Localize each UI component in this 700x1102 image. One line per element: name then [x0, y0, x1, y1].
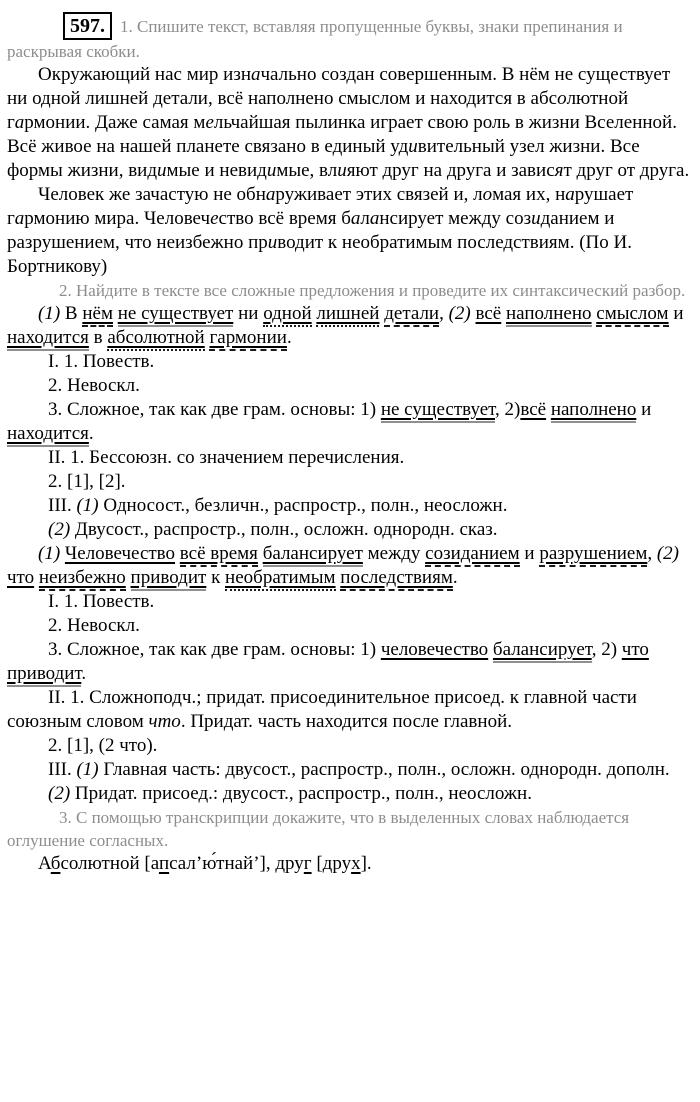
dictation-paragraph-2-text: а	[565, 184, 575, 205]
analysis-2-item-II-1	[7, 686, 694, 734]
analysis-2-item-3-text: человечество	[380, 639, 489, 660]
sentence-1-parsed-text: абсолютной	[107, 327, 204, 351]
analysis-1-item-2-text: 2. Невоскл.	[48, 375, 140, 396]
sentence-2-parsed-text: балансирует	[263, 543, 363, 567]
analysis-1-item-3-text: 3. Сложное, так как две грам. основы: 1)	[48, 399, 381, 420]
sentence-2-parsed	[7, 542, 694, 590]
document-blocks	[7, 12, 694, 876]
sentence-2-parsed-text: созиданием	[425, 543, 520, 567]
dictation-paragraph-2-text: руживает этих связей и, л	[275, 184, 483, 205]
sentence-1-parsed-text: .	[286, 327, 292, 348]
task-3-instruction-text: 3. С помощью транскрипции докажите, что в выделенных словах наблюдается оглушение согласных.	[7, 808, 634, 850]
sentence-2-parsed-text: Человечество	[64, 543, 176, 564]
sentence-1-parsed-text: не существует	[118, 303, 234, 327]
analysis-1-item-3-text: всё	[520, 399, 547, 420]
analysis-2-item-I-1	[7, 590, 694, 614]
sentence-1-parsed-text: всё	[475, 303, 502, 324]
analysis-1-item-III-1-text: III.	[48, 495, 77, 516]
dictation-paragraph-1-text: а	[14, 112, 25, 133]
analysis-1-item-III-1	[7, 494, 694, 518]
dictation-paragraph-2-text: а	[265, 184, 276, 205]
analysis-1-item-I-1	[7, 350, 694, 374]
transcription-line-text: б	[50, 853, 61, 874]
analysis-1-item-III-1-text: (1)	[76, 495, 99, 516]
transcription-line-text: п	[158, 853, 170, 874]
dictation-paragraph-1-text: и	[266, 160, 277, 181]
dictation-paragraph-2-text: а	[14, 208, 25, 229]
analysis-1-item-3-text: находится	[7, 423, 89, 447]
dictation-paragraph-1-text: я	[554, 160, 564, 181]
sentence-2-parsed-text	[679, 543, 684, 564]
analysis-2-item-III-1-text: Главная часть: двусост., распростр., полн., осложн. однородн. дополн.	[98, 759, 670, 780]
sentence-1-parsed-text	[113, 303, 118, 324]
dictation-paragraph-2-text: Человек же зачастую не обн	[38, 184, 266, 205]
sentence-2-parsed-text: между	[362, 543, 426, 564]
analysis-2-item-3-text	[649, 639, 654, 660]
exercise-header	[7, 12, 694, 63]
dictation-paragraph-1-text: т друг от друга.	[563, 160, 690, 181]
dictation-paragraph-2-text: л	[360, 208, 370, 229]
dictation-paragraph-2-text: водит к необратимым последствиям. (По И. Бортникову)	[7, 232, 637, 277]
dictation-paragraph-2-text: ство всё время б	[218, 208, 351, 229]
sentence-2-parsed-text: необратимым	[225, 567, 336, 591]
analysis-1-item-II-2	[7, 470, 694, 494]
analysis-1-item-3-text: , 2)	[495, 399, 521, 420]
analysis-2-item-3-text: приводит	[7, 663, 81, 687]
dictation-paragraph-2-text: мая их, н	[492, 184, 566, 205]
transcription-line-text: х	[351, 853, 361, 874]
dictation-paragraph-2-text: и	[531, 208, 541, 229]
analysis-1-item-III-2-text: Двусост., распростр., полн., осложн. однородн. сказ.	[70, 519, 498, 540]
sentence-2-parsed-text: и	[519, 543, 540, 564]
sentence-1-parsed-text: ,	[439, 303, 449, 324]
analysis-2-item-II-1-text: . Придат. часть находится после главной.	[180, 711, 512, 732]
dictation-paragraph-1-text: и	[408, 136, 418, 157]
analysis-2-item-III-1-text: (1)	[76, 759, 99, 780]
analysis-1-item-II-2-text: 2. [1], [2].	[48, 471, 126, 492]
transcription-line-text: ].	[360, 853, 372, 874]
dictation-paragraph-2-text: а	[350, 208, 361, 229]
analysis-2-item-III-2	[7, 782, 694, 806]
dictation-paragraph-2-text: е	[210, 208, 219, 229]
sentence-2-parsed-text: .	[452, 567, 458, 588]
transcription-line-text: солютной [а	[60, 853, 159, 874]
dictation-paragraph-2-text: и	[267, 232, 278, 253]
sentence-1-parsed-text: смыслом	[596, 303, 668, 327]
analysis-2-item-III-2-text: (2)	[48, 783, 71, 804]
analysis-2-item-3-text: 3. Сложное, так как две грам. основы: 1)	[48, 639, 381, 660]
dictation-paragraph-1-text: яют друг на друга и завис	[346, 160, 555, 181]
analysis-2-item-II-2-text: 2. [1], (2 что).	[48, 735, 158, 756]
sentence-1-parsed-text: лишней	[316, 303, 379, 327]
dictation-paragraph-1-text: Окружающий нас мир изн	[38, 64, 251, 85]
analysis-1-item-3-text: и	[636, 399, 657, 420]
dictation-paragraph-2	[7, 183, 694, 279]
sentence-1-parsed	[7, 302, 694, 350]
sentence-2-parsed-text: разрушением	[539, 543, 647, 567]
analysis-2-item-III-2-text: Придат. присоед.: двусост., распростр., полн., неосложн.	[70, 783, 532, 804]
sentence-1-parsed-text: детали	[384, 303, 439, 327]
sentence-1-parsed-text: нём	[82, 303, 113, 327]
dictation-paragraph-1-text: вительный узел жизни. Все формы жизни, вид	[7, 136, 645, 181]
dictation-paragraph-1-text: мые и невид	[166, 160, 267, 181]
analysis-1-item-3-text: наполнено	[551, 399, 637, 423]
sentence-2-parsed-text	[258, 543, 263, 564]
sentence-1-parsed-text: (2)	[448, 303, 471, 324]
sentence-2-parsed-text	[126, 567, 131, 588]
analysis-1-item-I-1-text: I. 1. Повеств.	[48, 351, 155, 372]
sentence-1-parsed-text: и	[668, 303, 689, 324]
analysis-1-item-3-text: не существует	[381, 399, 495, 423]
analysis-2-item-3	[7, 638, 694, 686]
transcription-line-text: г	[303, 853, 312, 874]
dictation-paragraph-2-text: данием и разрушением, что неизбежно пр	[7, 208, 620, 253]
dictation-paragraph-1-text: и	[337, 160, 347, 181]
sentence-1-parsed-text: в	[88, 327, 108, 348]
analysis-2-item-2	[7, 614, 694, 638]
dictation-paragraph-2-text: о	[482, 184, 493, 205]
sentence-2-parsed-text: последствиям	[340, 567, 453, 591]
analysis-1-item-II-1	[7, 446, 694, 470]
analysis-1-item-III-1-text: Односост., безличн., распростр., полн., неосложн.	[98, 495, 508, 516]
transcription-line	[7, 852, 694, 876]
task-2-instruction-text: 2. Найдите в тексте все сложные предложения и проведите их синтаксический разбор.	[59, 281, 686, 300]
sentence-1-parsed-text: наполнено	[506, 303, 592, 327]
sentence-1-parsed-text: одной	[263, 303, 311, 327]
exercise-header-text: 1. Спишите текст, вставляя пропущенные буквы, знаки препинания и раскрывая скобки.	[7, 17, 627, 61]
analysis-2-item-3-text: .	[81, 663, 87, 684]
task-2-instruction	[7, 279, 694, 302]
analysis-1-item-2	[7, 374, 694, 398]
analysis-2-item-2-text: 2. Невоскл.	[48, 615, 140, 636]
transcription-line-text: А	[38, 853, 51, 874]
dictation-paragraph-1-text: рмонии. Даже самая м	[24, 112, 206, 133]
analysis-2-item-3-text: что	[621, 639, 649, 660]
analysis-2-item-3-text: , 2)	[591, 639, 622, 660]
analysis-2-item-II-1-text: что	[148, 711, 181, 732]
sentence-1-parsed-text: ни	[233, 303, 264, 324]
analysis-1-item-III-2-text: (2)	[48, 519, 71, 540]
sentence-2-parsed-text: (1)	[38, 543, 61, 564]
dictation-paragraph-2-text: а	[369, 208, 380, 229]
dictation-paragraph-2-text: нсирует между соз	[379, 208, 532, 229]
analysis-1-item-3	[7, 398, 694, 446]
dictation-paragraph-1-text: и	[157, 160, 167, 181]
analysis-2-item-III-1-text: III.	[48, 759, 77, 780]
sentence-2-parsed-text: всё время	[180, 543, 258, 567]
dictation-paragraph-1	[7, 63, 694, 183]
task-3-instruction	[7, 806, 694, 852]
sentence-1-parsed-text: гармонии	[209, 327, 286, 351]
sentence-2-parsed-text: ,	[647, 543, 657, 564]
sentence-1-parsed-text: В	[60, 303, 83, 324]
analysis-1-item-3-text: .	[88, 423, 94, 444]
analysis-2-item-III-1	[7, 758, 694, 782]
transcription-line-text: сал’ю́тнай’], дру	[169, 853, 304, 874]
sentence-2-parsed-text: неизбежно	[39, 567, 126, 591]
analysis-2-item-II-2	[7, 734, 694, 758]
sentence-2-parsed-text: приводит	[131, 567, 207, 591]
analysis-2-item-II-1-text: II. 1. Сложноподч.; придат. присоединительное присоед. к главной части союзным словом	[7, 687, 642, 732]
sentence-2-parsed-text: (2)	[656, 543, 680, 564]
dictation-paragraph-2-text: рмонию мира. Человеч	[24, 208, 211, 229]
analysis-1-item-III-2	[7, 518, 694, 542]
dictation-paragraph-1-text: чально создан совершенным. В нём не существует ни одной лишней детали, всё наполнено смыслом и находится в абс	[7, 64, 675, 109]
exercise-number-box: 597.	[63, 12, 112, 40]
analysis-2-item-3-text: балансирует	[493, 639, 592, 663]
transcription-line-text: [дру	[311, 853, 352, 874]
dictation-paragraph-1-text: льчайшая пылинка играет свою роль в жизни Вселенной. Всё живое на нашей планете связано в единый уд	[7, 112, 682, 157]
sentence-2-parsed-text: к	[206, 567, 226, 588]
analysis-2-item-I-1-text: I. 1. Повеств.	[48, 591, 155, 612]
sentence-1-parsed-text: (1)	[38, 303, 61, 324]
dictation-paragraph-1-text: а	[251, 64, 261, 85]
sentence-1-parsed-text: находится	[7, 327, 89, 351]
dictation-paragraph-2-text: рушает г	[7, 184, 639, 229]
dictation-paragraph-1-text: о	[557, 88, 567, 109]
dictation-paragraph-1-text: мые, вл	[276, 160, 338, 181]
dictation-paragraph-1-text: е	[205, 112, 214, 133]
dictation-paragraph-1-text: лютной г	[7, 88, 633, 133]
sentence-2-parsed-text: что	[7, 567, 35, 588]
analysis-1-item-II-1-text: II. 1. Бессоюзн. со значением перечисления.	[48, 447, 405, 468]
